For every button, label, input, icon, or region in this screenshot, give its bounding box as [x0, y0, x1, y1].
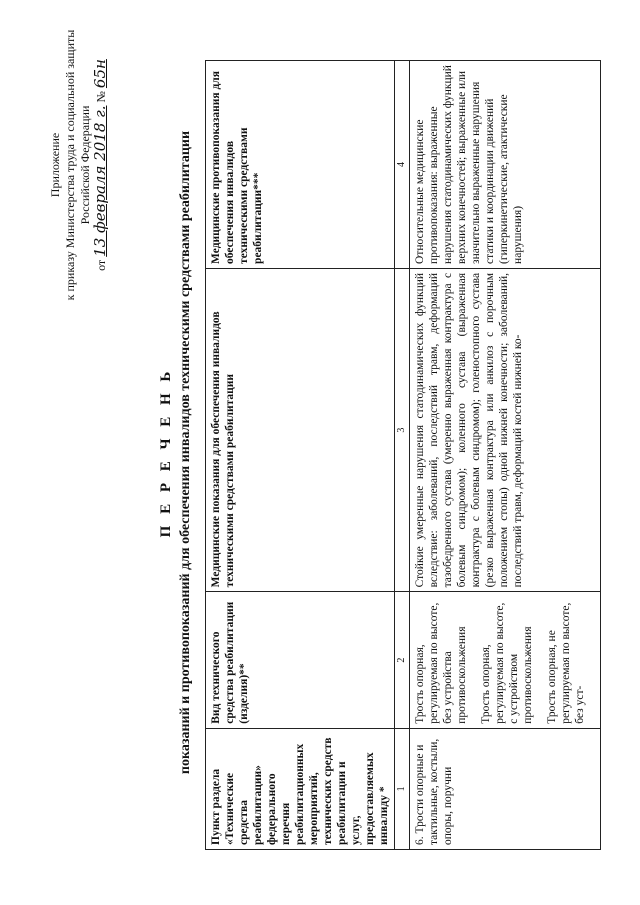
column-number: 3 [395, 268, 410, 591]
column-number: 2 [395, 592, 410, 728]
indications-cell: Стойкие умеренные нарушения статодинамических функций вследствие: заболеваний, последствий травм, деформаций тазобедренного сустава (умеренно выраженная контрактура с болевым синдромом); коленного сустава (выраженная контрактура с болевым синдромом); голеностопного сустава (резко выраженная контрактура или анкилоз с порочным положением стопы) одной нижней конечности; заболеваний, последствий травм, деформаций костей нижней ко- [410, 268, 601, 591]
order-line: к приказу Министерства труда и социальной защиты [63, 29, 77, 301]
device-item: Трость опорная, не регулируемая по высоте, без уст- [546, 602, 586, 724]
number-label: № [94, 91, 108, 103]
federation-line: Российской Федерации [78, 105, 92, 225]
handwritten-date: 13 февраля 2018 г. [91, 105, 109, 257]
device-type-cell [410, 592, 601, 728]
date-line [93, 20, 109, 310]
header-section: Пункт раздела «Технические средства реабилитации» федерального перечня реабилитационных мероприятий, технических средств реабилитации и услуг, предоставляемых инвалиду * [206, 728, 395, 849]
section-cell: 6. Трости опорные и тактильные, костыли, опоры, поручни [410, 728, 601, 849]
contraindications-cell: Относительные медицинские противопоказания: выраженные нарушения статодинамических функций верхних конечностей; выраженные или значительно выраженные нарушения статики и координации движений (гиперкинетические, атактические нарушения) [410, 61, 601, 269]
header-contraindications: Медицинские противопоказания для обеспечения инвалидов техническими средствами реабилитации*** [206, 61, 395, 269]
device-item: Трость опорная, регулируемая по высоте, с устройством противоскольжения [480, 602, 534, 724]
header-device-type: Вид технического средства реабилитации (изделия)** [206, 592, 395, 728]
column-number-row [395, 61, 410, 850]
device-item: Трость опорная, регулируемая по высоте, без устройства противоскольжения [414, 602, 468, 724]
handwritten-number: 65н [91, 59, 109, 89]
header-row [206, 61, 395, 850]
document-subtitle: показаний и противопоказаний для обеспечения инвалидов техническими средствами реабилитации [178, 130, 193, 775]
document-title: П Е Р Е Ч Е Н Ь [158, 367, 174, 538]
indications-table [205, 60, 601, 850]
column-number: 1 [395, 728, 410, 849]
from-label: от [94, 259, 108, 271]
column-number: 4 [395, 61, 410, 269]
table-row [410, 61, 601, 850]
header-indications: Медицинские показания для обеспечения инвалидов техническими средствами реабилитации [206, 268, 395, 591]
appendix-label: Приложение [48, 132, 62, 198]
appendix-header [48, 20, 109, 310]
